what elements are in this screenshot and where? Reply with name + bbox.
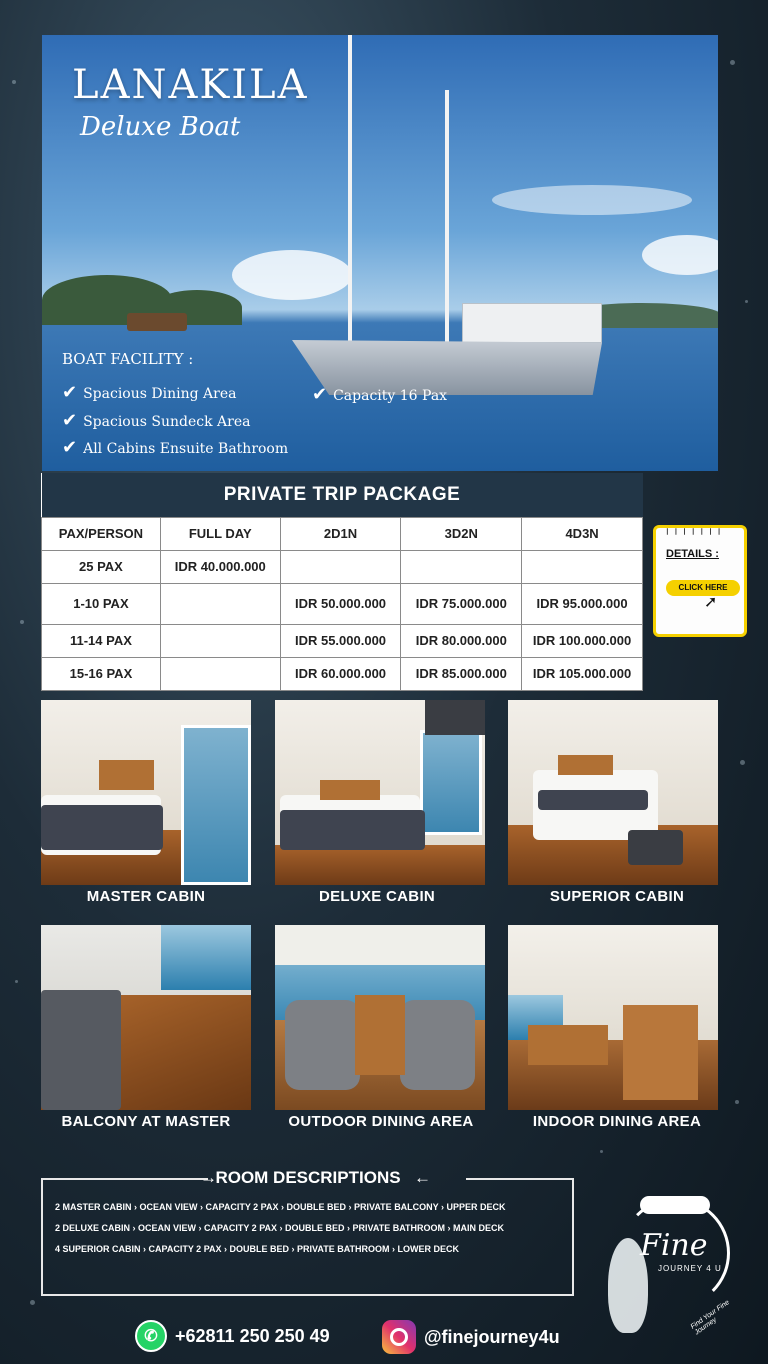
table-title: PRIVATE TRIP PACKAGE [42,473,643,517]
table-cell: IDR 50.000.000 [280,583,401,624]
details-card[interactable] [653,525,747,637]
column-header: 3D2N [401,517,522,550]
table-cell: 25 PAX [42,550,161,583]
balcony-photo [41,925,251,1110]
room-description-line: 2 DELUXE CABIN › OCEAN VIEW › CAPACITY 2 PAX › DOUBLE BED › PRIVATE BATHROOM › MAIN DECK [55,1223,505,1233]
boat-subtitle: Deluxe Boat [80,112,241,142]
click-here-button[interactable]: CLICK HERE [666,580,740,596]
gallery-caption: BALCONY AT MASTER [61,1113,231,1130]
logo-name: Fine [640,1228,708,1263]
indoor-dining-photo [508,925,718,1110]
room-descriptions-title: ROOM DESCRIPTIONS [215,1168,401,1187]
table-row [42,624,643,657]
instagram-icon [382,1320,416,1354]
room-description-line: 2 MASTER CABIN › OCEAN VIEW › CAPACITY 2 PAX › DOUBLE BED › PRIVATE BALCONY › UPPER DECK [55,1202,506,1212]
table-cell: 1-10 PAX [42,583,161,624]
table-cell: IDR 105.000.000 [522,657,643,690]
room-descriptions-box [41,1178,574,1296]
room-description-line: 4 SUPERIOR CABIN › CAPACITY 2 PAX › DOUBLE BED › PRIVATE BATHROOM › LOWER DECK [55,1244,460,1254]
table-cell [522,550,643,583]
facility-item: ✔ Spacious Sundeck Area [62,410,251,431]
gallery-caption: DELUXE CABIN [318,888,436,905]
gallery-caption: MASTER CABIN [86,888,206,905]
facility-heading: BOAT FACILITY : [62,350,194,368]
table-cell: IDR 40.000.000 [160,550,280,583]
arrow-left-icon: ← [414,1168,431,1187]
fine-journey-logo [600,1188,750,1338]
master-cabin-photo [41,700,251,885]
table-cell [160,657,280,690]
table-cell [160,583,280,624]
table-cell: IDR 80.000.000 [401,624,522,657]
facility-item: ✔ All Cabins Ensuite Bathroom [62,437,289,458]
check-icon: ✔ [62,382,78,403]
details-label: DETAILS : [666,548,719,560]
facility-item: ✔ Capacity 16 Pax [312,384,448,405]
phone-contact[interactable] [135,1320,330,1352]
check-icon: ✔ [62,437,78,458]
arrow-right-icon: → [200,1168,217,1187]
logo-tagline: Find Your Fine Journey [689,1299,731,1337]
column-header: 2D1N [280,517,401,550]
outdoor-dining-photo [275,925,485,1110]
column-header: FULL DAY [160,517,280,550]
check-icon: ✔ [62,410,78,431]
gallery-caption: SUPERIOR CABIN [549,888,685,905]
table-cell [401,550,522,583]
table-cell: IDR 55.000.000 [280,624,401,657]
column-header: PAX/PERSON [42,517,161,550]
table-row [42,550,643,583]
instagram-contact[interactable] [382,1320,560,1354]
table-row [42,657,643,690]
superior-cabin-photo [508,700,718,885]
table-cell [160,624,280,657]
facility-item: ✔ Spacious Dining Area [62,382,237,403]
table-cell: IDR 95.000.000 [522,583,643,624]
table-row [42,583,643,624]
table-cell: IDR 100.000.000 [522,624,643,657]
cursor-icon: ➚ [704,594,718,611]
binder-rings-icon: ╷╷╷╷╷╷╷ [664,523,725,535]
table-cell: 11-14 PAX [42,624,161,657]
instagram-handle: @finejourney4u [424,1326,560,1347]
deluxe-cabin-photo [275,700,485,885]
table-cell: IDR 75.000.000 [401,583,522,624]
column-header: 4D3N [522,517,643,550]
boat-name: LANAKILA [72,62,309,108]
komodo-icon [640,1196,710,1214]
logo-sub: JOURNEY 4 U [658,1264,722,1273]
table-cell [280,550,401,583]
price-table [41,473,643,691]
phone-number: +62811 250 250 49 [175,1325,330,1346]
whatsapp-icon: ✆ [135,1320,167,1352]
gallery-caption: INDOOR DINING AREA [532,1113,702,1130]
table-header-row [42,517,643,550]
table-cell: IDR 60.000.000 [280,657,401,690]
table-cell: IDR 85.000.000 [401,657,522,690]
gallery-caption: OUTDOOR DINING AREA [288,1113,474,1130]
check-icon: ✔ [312,384,328,405]
table-cell: 15-16 PAX [42,657,161,690]
